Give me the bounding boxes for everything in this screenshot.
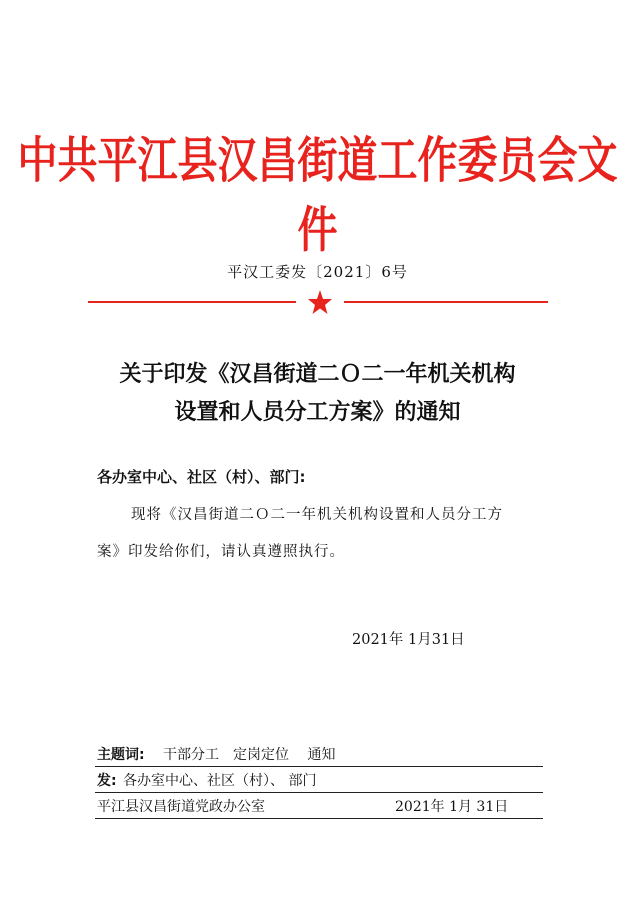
document-date: 2021年 1月31日 [352,632,465,648]
subject-keywords-row [95,742,543,767]
issuer-row [95,794,543,819]
distribution-row [95,768,543,793]
subject-keywords: 干部分工 定岗定位 通知 [163,747,336,763]
issuing-office: 平江县汉昌街道党政办公室 [97,799,265,815]
document-header-title: 中共平江县汉昌街道工作委员会文件 [17,132,618,259]
document-number: 平汉工委发〔2021〕6号 [227,263,408,281]
star-icon [307,289,333,315]
issue-date: 2021年 1月 31日 [395,799,509,815]
distribution-list: 各办室中心、社区（村）、 部门 [123,773,317,789]
red-divider-left [88,301,296,303]
red-divider-right [344,301,548,303]
distribution-label: 发: [97,773,117,789]
notice-title-line-1: 关于印发《汉昌街道二Ｏ二一年机关机构 [119,362,516,387]
notice-title-line-2: 设置和人员分工方案》的通知 [174,400,461,425]
body-text-line-2: 案》印发给你们，请认真遵照执行。 [97,544,345,560]
body-text-line-1: 现将《汉昌街道二Ｏ二一年机关机构设置和人员分工方 [131,507,503,523]
subject-label: 主题词: [97,747,145,763]
addressee: 各办室中心、社区（村）、部门: [97,468,306,486]
